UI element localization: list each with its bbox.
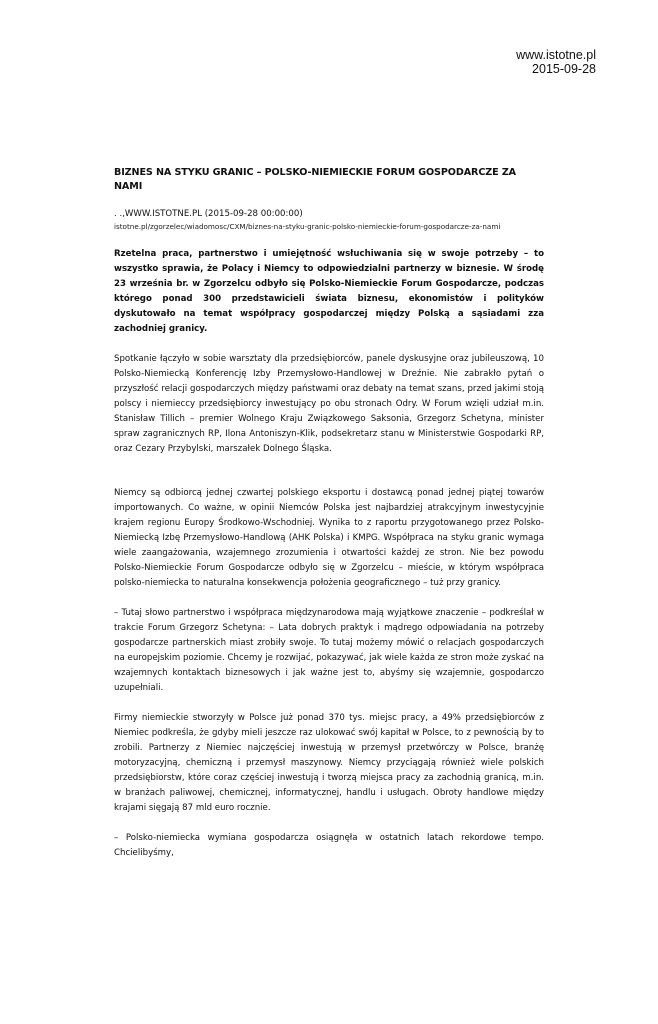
article-paragraph: Firmy niemieckie stworzyły w Polsce już ponad 370 tys. miejsc pracy, a 49% przedsiębiorców z Niemiec podkreśla, że gdyby mieli jeszcze raz ulokować swój kapitał w Polsce, to z pewnością by to zrobili. Partnerzy z Niemiec najczęściej inwestują w przemysł przetwórczy w Polsce, branżę motoryzacyjną, chemiczną i przemysł maszynowy. Niemcy przyciągają również wiele polskich przedsiębiorstw, które coraz częściej inwestują i tworzą miejsca pracy za zachodnią granicą, m.in. w branżach paliwowej, chemicznej, informatycznej, handlu i usługach. Obroty handlowe między krajami sięgają 87 mld euro rocznie. xyxy=(114,713,544,813)
article xyxy=(114,166,544,876)
article-source-line: . .,WWW.ISTOTNE.PL (2015-09-28 00:00:00) xyxy=(114,209,303,219)
article-lead: Rzetelna praca, partnerstwo i umiejętność wsłuchiwania się w swoje potrzeby – to wszystko sprawia, że Polacy i Niemcy to odpowiedzialni partnerzy w biznesie. W środę 23 września br. w Zgorzelcu odbyło się Polsko-Niemieckie Forum Gospodarcze, podczas którego ponad 300 przedstawicieli świata biznesu, ekonomistów i polityków dyskutowało na temat współpracy gospodarczej między Polską a sąsiadami zza zachodniej granicy. xyxy=(114,249,544,334)
article-paragraph: Spotkanie łączyło w sobie warsztaty dla przedsiębiorców, panele dyskusyjne oraz jubileuszową, 10 Polsko-Niemiecką Konferencję Izby Przemysłowo-Handlowej w Dreźnie. Nie zabrakło pytań o przyszłość relacji gospodarczych między państwami oraz debaty na temat szans, przed jakimi stoją polscy i niemieccy przedsiębiorcy inwestujący po obu stronach Odry. W Forum wzięli udział m.in. Stanisław Tillich – premier Wolnego Kraju Związkowego Saksonia, Grzegorz Schetyna, minister spraw zagranicznych RP, Ilona Antoniszyn-Klik, podsekretarz stanu w Ministerstwie Gospodarki RP, oraz Cezary Przybylski, marszałek Dolnego Śląska. xyxy=(114,354,544,454)
article-url: istotne.pl/zgorzelec/wiadomosc/CXM/biznes-na-styku-granic-polsko-niemieckie-forum-gospodarcze-za-nami xyxy=(114,222,501,231)
article-paragraph: – Tutaj słowo partnerstwo i współpraca międzynarodowa mają wyjątkowe znaczenie – podkreślał w trakcie Forum Grzegorz Schetyna: – Lata dobrych praktyk i mądrego odpowiadania na potrzeby gospodarcze partnerskich miast zrobiły swoje. To tutaj możemy mówić o relacjach gospodarczych na europejskim poziomie. Chcemy je rozwijać, pokazywać, jak wiele każda ze stron może zyskać na wzajemnych kontaktach biznesowych i jak ważne jest to, abyśmy się wzajemnie, gospodarczo uzupełniali. xyxy=(114,608,544,693)
article-title: BIZNES NA STYKU GRANIC – POLSKO-NIEMIECKIE FORUM GOSPODARCZE ZA NAMI xyxy=(114,167,517,192)
source-header xyxy=(516,48,596,76)
source-site: www.istotne.pl xyxy=(516,48,596,62)
source-date: 2015-09-28 xyxy=(532,62,596,76)
article-paragraph: Niemcy są odbiorcą jednej czwartej polskiego eksportu i dostawcą ponad jednej piątej towarów importowanych. Co ważne, w opinii Niemców Polska jest najbardziej atrakcyjnym inwestycyjnie krajem regionu Europy Środkowo-Wschodniej. Wynika to z raportu przygotowanego przez Polsko-Niemiecką Izbę Przemysłowo-Handlową (AHK Polska) i KMPG. Współpraca na styku granic wymaga wiele zaangażowania, wzajemnego zrozumienia i otwartości każdej ze stron. Nie bez powodu Polsko-Niemieckie Forum Gospodarcze odbyło się w Zgorzelcu – mieście, w którym współpraca polsko-niemiecka to naturalna konsekwencja położenia geograficznego – tuż przy granicy. xyxy=(114,488,544,588)
article-paragraph: – Polsko-niemiecka wymiana gospodarcza osiągnęła w ostatnich latach rekordowe tempo. Chcielibyśmy, xyxy=(114,833,544,858)
